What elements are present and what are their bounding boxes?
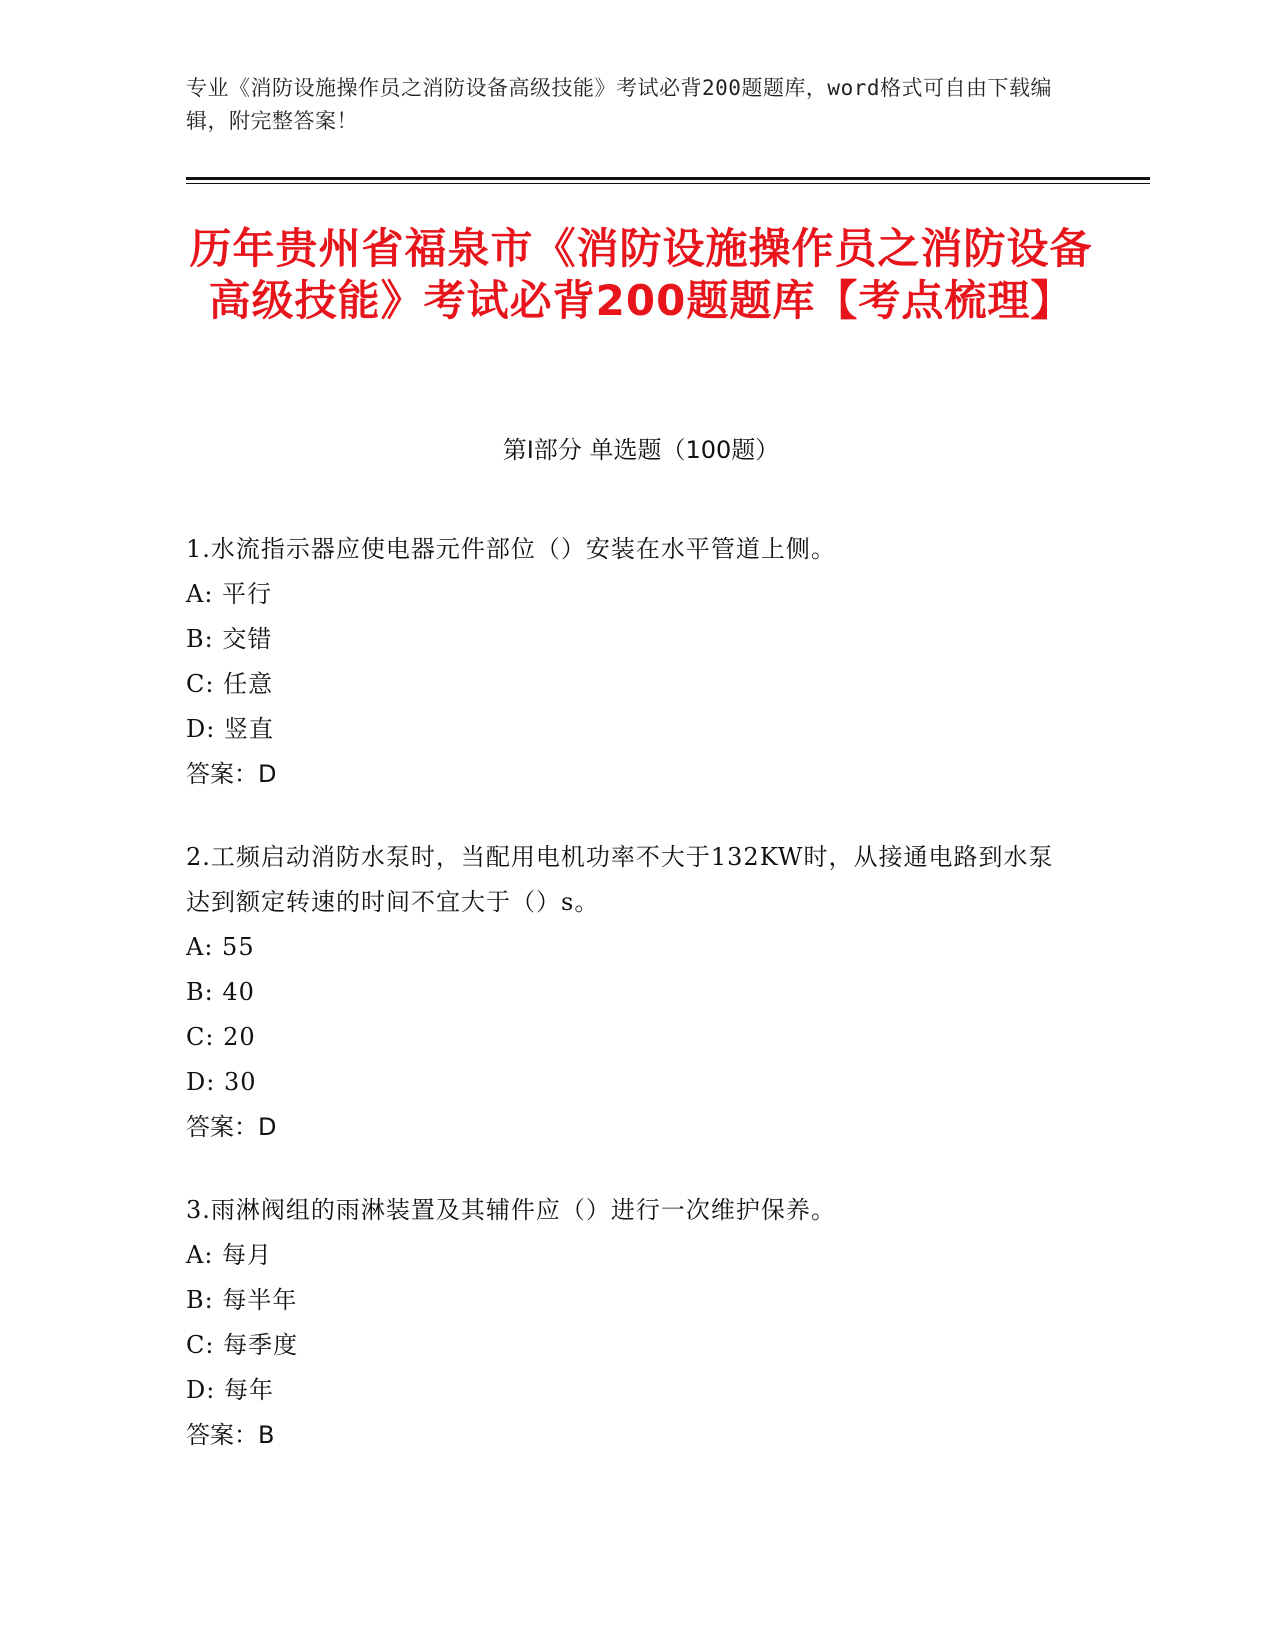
option-b: B: 40: [186, 978, 255, 1006]
question-item: [186, 527, 1066, 797]
option-a: A: 平行: [186, 580, 273, 608]
option-d: D: 30: [186, 1068, 257, 1096]
answer-line: 答案：D: [186, 1113, 277, 1141]
question-stem: 3.雨淋阀组的雨淋装置及其辅件应（）进行一次维护保养。: [186, 1196, 836, 1224]
question-list: [186, 527, 1066, 1496]
option-c: C: 任意: [186, 670, 274, 698]
option-d: D: 每年: [186, 1376, 274, 1404]
option-d: D: 竖直: [186, 715, 274, 743]
answer-line: 答案：D: [186, 760, 277, 788]
section-title: 第I部分 单选题（100题）: [502, 436, 780, 464]
document-title: 历年贵州省福泉市《消防设施操作员之消防设备高级技能》考试必背200题题库【考点梳理】: [189, 224, 1093, 325]
option-a: A: 每月: [186, 1241, 273, 1269]
option-c: C: 20: [186, 1023, 256, 1051]
question-stem: 2.工频启动消防水泵时，当配用电机功率不大于132KW时，从接通电路到水泵达到额定转速的时间不宜大于（）s。: [186, 843, 1054, 916]
option-c: C: 每季度: [186, 1331, 299, 1359]
answer-line: 答案：B: [186, 1421, 275, 1449]
header-note: 专业《消防设施操作员之消防设备高级技能》考试必背200题题库，word格式可自由下载编辑，附完整答案！: [186, 76, 1052, 133]
option-a: A: 55: [186, 933, 255, 961]
option-b: B: 每半年: [186, 1286, 298, 1314]
question-stem: 1.水流指示器应使电器元件部位（）安装在水平管道上侧。: [186, 535, 836, 563]
header-divider-thin: [186, 183, 1150, 184]
question-item: [186, 835, 1066, 1150]
question-item: [186, 1188, 1066, 1458]
option-b: B: 交错: [186, 625, 273, 653]
header-divider-thick: [186, 177, 1150, 180]
